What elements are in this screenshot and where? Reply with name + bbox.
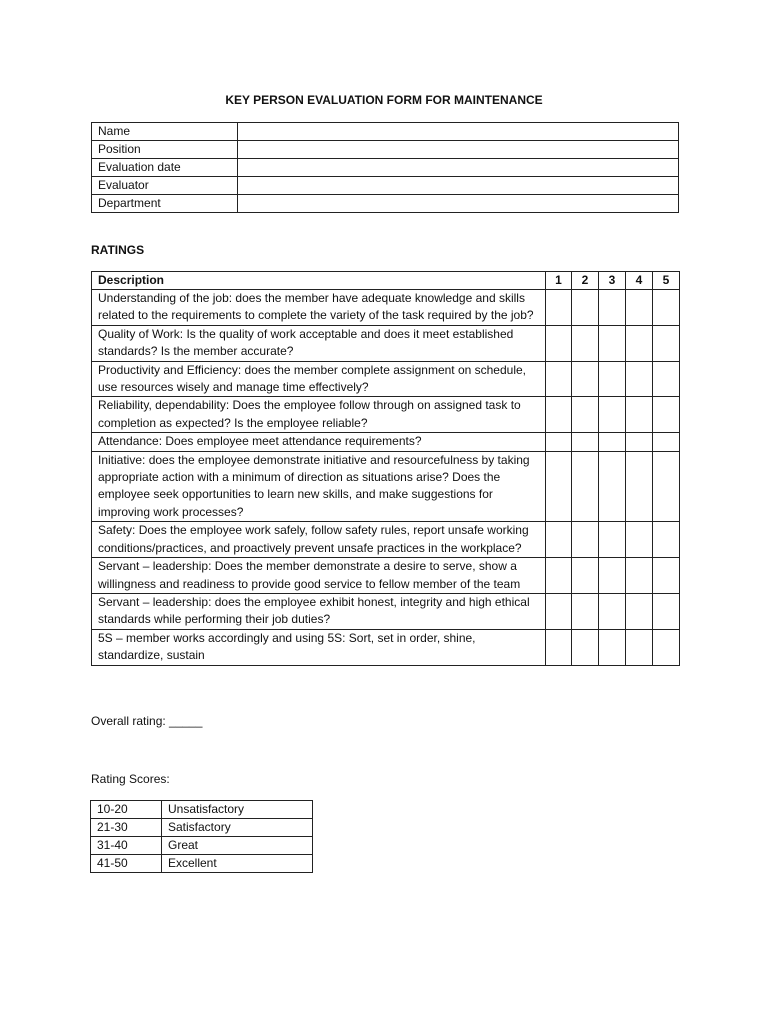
score-cell-2[interactable]	[572, 629, 599, 665]
rating-row	[92, 593, 680, 629]
score-cell-5[interactable]	[653, 290, 680, 326]
rating-row	[92, 558, 680, 594]
score-cell-1[interactable]	[546, 558, 572, 594]
score-cell-3[interactable]	[599, 433, 626, 451]
rating-criterion: Safety: Does the employee work safely, follow safety rules, report unsafe working conditions/practices, and proactively prevent unsafe practices in the workplace?	[92, 522, 546, 558]
info-row-evaluation-date	[92, 159, 679, 177]
score-cell-1[interactable]	[546, 451, 572, 522]
score-cell-1[interactable]	[546, 361, 572, 397]
rating-row	[92, 325, 680, 361]
info-label: Department	[92, 195, 238, 213]
score-cell-4[interactable]	[626, 433, 653, 451]
rating-criterion: Reliability, dependability: Does the employee follow through on assigned task to completion as expected? Is the employee reliable?	[92, 397, 546, 433]
score-cell-1[interactable]	[546, 522, 572, 558]
info-label: Evaluation date	[92, 159, 238, 177]
score-cell-5[interactable]	[653, 593, 680, 629]
score-cell-4[interactable]	[626, 522, 653, 558]
info-row-department	[92, 195, 679, 213]
evaluation-date-field[interactable]	[238, 159, 679, 177]
score-header-1: 1	[546, 272, 572, 290]
rating-criterion: Attendance: Does employee meet attendance requirements?	[92, 433, 546, 451]
score-cell-3[interactable]	[599, 522, 626, 558]
score-cell-3[interactable]	[599, 397, 626, 433]
score-cell-5[interactable]	[653, 629, 680, 665]
rating-scores-label: Rating Scores:	[91, 772, 170, 786]
score-cell-5[interactable]	[653, 433, 680, 451]
rating-row	[92, 629, 680, 665]
info-row-position	[92, 141, 679, 159]
score-cell-3[interactable]	[599, 629, 626, 665]
description-header: Description	[92, 272, 546, 290]
info-row-evaluator	[92, 177, 679, 195]
rating-score-row	[91, 801, 313, 819]
score-cell-3[interactable]	[599, 558, 626, 594]
score-cell-1[interactable]	[546, 629, 572, 665]
rating-scores-table	[90, 800, 313, 873]
score-cell-3[interactable]	[599, 451, 626, 522]
rating-row	[92, 361, 680, 397]
score-cell-5[interactable]	[653, 397, 680, 433]
ratings-heading: RATINGS	[91, 243, 145, 257]
score-range: 31-40	[91, 837, 162, 855]
info-row-name	[92, 123, 679, 141]
score-cell-4[interactable]	[626, 325, 653, 361]
rating-criterion: Productivity and Efficiency: does the member complete assignment on schedule, use resources wisely and manage time effectively?	[92, 361, 546, 397]
name-field[interactable]	[238, 123, 679, 141]
score-cell-5[interactable]	[653, 451, 680, 522]
score-cell-3[interactable]	[599, 290, 626, 326]
rating-row	[92, 433, 680, 451]
rating-criterion: 5S – member works accordingly and using 5S: Sort, set in order, shine, standardize, sustain	[92, 629, 546, 665]
score-cell-5[interactable]	[653, 522, 680, 558]
score-header-4: 4	[626, 272, 653, 290]
score-cell-1[interactable]	[546, 593, 572, 629]
score-cell-3[interactable]	[599, 361, 626, 397]
score-cell-1[interactable]	[546, 397, 572, 433]
rating-criterion: Servant – leadership: does the employee exhibit honest, integrity and high ethical standards while performing their job duties?	[92, 593, 546, 629]
score-header-2: 2	[572, 272, 599, 290]
score-cell-2[interactable]	[572, 325, 599, 361]
info-label: Position	[92, 141, 238, 159]
evaluator-field[interactable]	[238, 177, 679, 195]
ratings-header-row	[92, 272, 680, 290]
score-cell-4[interactable]	[626, 397, 653, 433]
position-field[interactable]	[238, 141, 679, 159]
score-header-5: 5	[653, 272, 680, 290]
score-cell-2[interactable]	[572, 451, 599, 522]
score-range: 10-20	[91, 801, 162, 819]
form-title: KEY PERSON EVALUATION FORM FOR MAINTENANCE	[225, 93, 543, 107]
score-cell-4[interactable]	[626, 593, 653, 629]
score-cell-2[interactable]	[572, 522, 599, 558]
score-cell-1[interactable]	[546, 325, 572, 361]
score-cell-2[interactable]	[572, 593, 599, 629]
score-cell-3[interactable]	[599, 325, 626, 361]
info-label: Name	[92, 123, 238, 141]
department-field[interactable]	[238, 195, 679, 213]
rating-row	[92, 451, 680, 522]
score-cell-5[interactable]	[653, 325, 680, 361]
score-header-3: 3	[599, 272, 626, 290]
rating-criterion: Understanding of the job: does the member have adequate knowledge and skills related to the requirements to complete the variety of the task required by the job?	[92, 290, 546, 326]
rating-criterion: Quality of Work: Is the quality of work acceptable and does it meet established standards? Is the member accurate?	[92, 325, 546, 361]
score-cell-2[interactable]	[572, 397, 599, 433]
score-label: Excellent	[162, 855, 313, 873]
score-label: Unsatisfactory	[162, 801, 313, 819]
rating-score-row	[91, 819, 313, 837]
rating-score-row	[91, 855, 313, 873]
rating-row	[92, 397, 680, 433]
score-label: Great	[162, 837, 313, 855]
rating-score-row	[91, 837, 313, 855]
score-cell-2[interactable]	[572, 433, 599, 451]
overall-rating: Overall rating: _____	[91, 714, 203, 728]
score-cell-1[interactable]	[546, 290, 572, 326]
score-cell-5[interactable]	[653, 558, 680, 594]
employee-info-table	[91, 122, 679, 213]
score-cell-2[interactable]	[572, 558, 599, 594]
info-label: Evaluator	[92, 177, 238, 195]
score-cell-3[interactable]	[599, 593, 626, 629]
score-cell-2[interactable]	[572, 290, 599, 326]
rating-criterion: Servant – leadership: Does the member demonstrate a desire to serve, show a willingness and readiness to provide good service to fellow member of the team	[92, 558, 546, 594]
score-cell-1[interactable]	[546, 433, 572, 451]
rating-row	[92, 290, 680, 326]
ratings-table	[91, 271, 680, 666]
score-range: 21-30	[91, 819, 162, 837]
score-cell-4[interactable]	[626, 451, 653, 522]
rating-row	[92, 522, 680, 558]
score-cell-4[interactable]	[626, 629, 653, 665]
score-cell-4[interactable]	[626, 290, 653, 326]
score-cell-4[interactable]	[626, 558, 653, 594]
score-range: 41-50	[91, 855, 162, 873]
score-label: Satisfactory	[162, 819, 313, 837]
score-cell-4[interactable]	[626, 361, 653, 397]
rating-criterion: Initiative: does the employee demonstrate initiative and resourcefulness by taking appropriate action with a minimum of direction as situations arise? Does the employee seek opportunities to learn new skills, and make suggestions for improving work processes?	[92, 451, 546, 522]
score-cell-5[interactable]	[653, 361, 680, 397]
score-cell-2[interactable]	[572, 361, 599, 397]
